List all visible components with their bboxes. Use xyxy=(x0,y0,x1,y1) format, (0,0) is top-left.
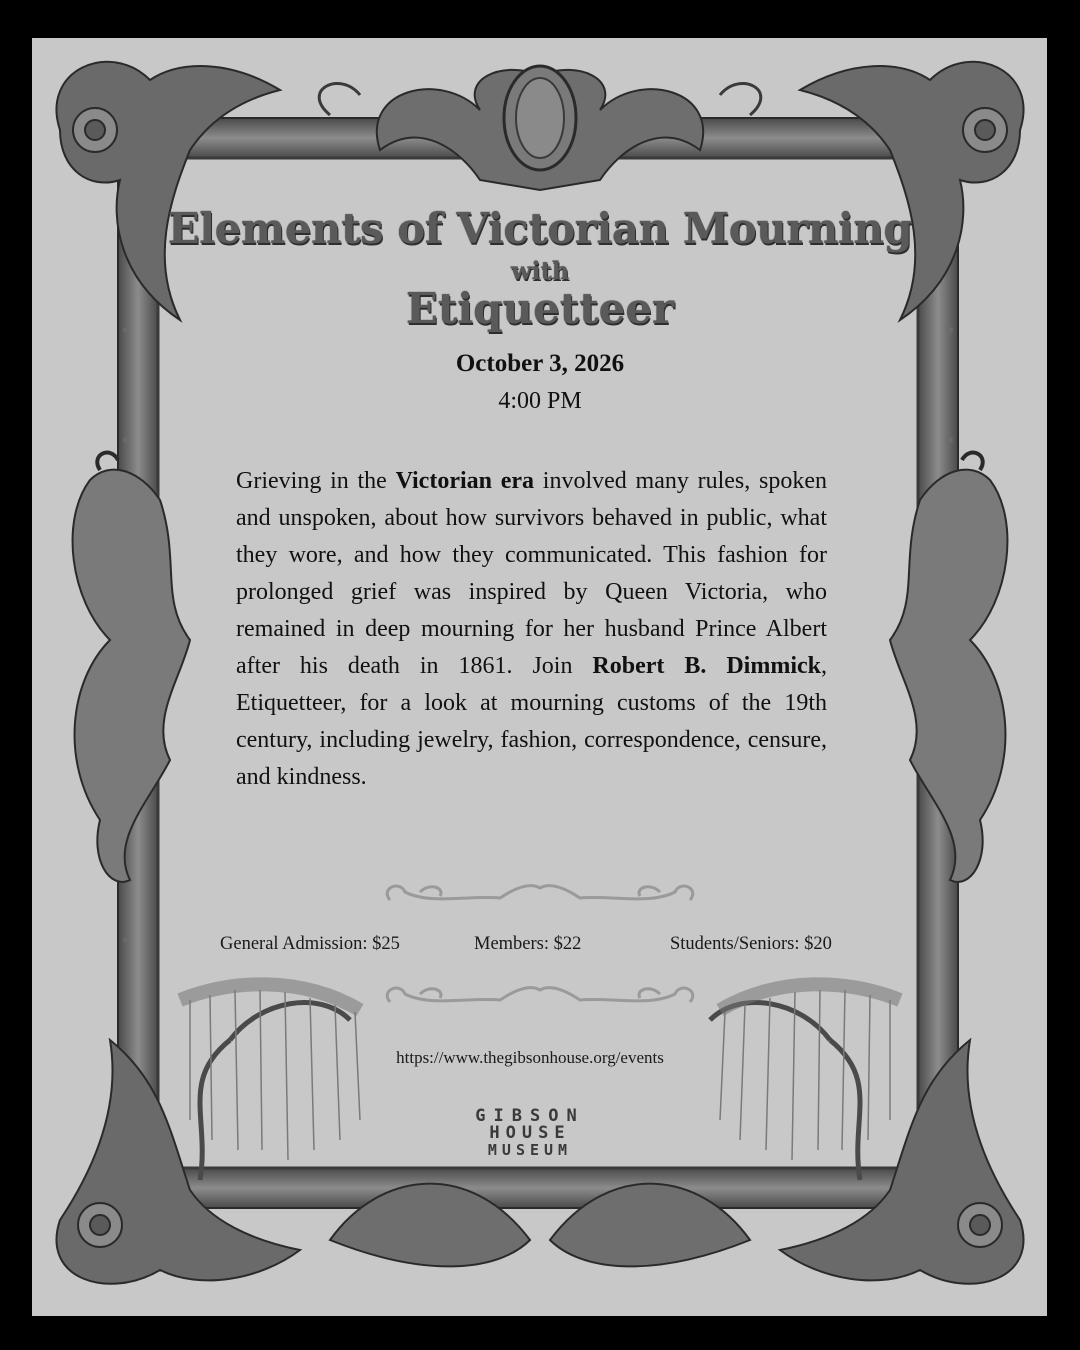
museum-logo xyxy=(470,1108,590,1159)
price-general: General Admission: $25 xyxy=(220,934,400,954)
event-time: 4:00 PM xyxy=(498,388,582,414)
event-date: October 3, 2026 xyxy=(455,350,625,377)
description-emphasis-era: Victorian era xyxy=(395,468,535,494)
logo-line-2: HOUSE xyxy=(489,1123,571,1143)
price-members: Members: $22 xyxy=(474,934,582,954)
logo-line-3: MUSEUM xyxy=(487,1141,573,1159)
description-text: Grieving in the xyxy=(236,468,396,494)
logo-line-1: GIBSON xyxy=(475,1106,585,1126)
description-text: , Etiquetteer, for a look at mourning customs of the 19th century, including jewelry, fashion, correspondence, censure, and kindness. xyxy=(236,653,827,790)
description-text: involved many rules, spoken and unspoken, about how survivors behaved in public, what they wore, and how they communicated. This fashion for prolonged grief was inspired by Queen Victoria, who remained in deep mourning for her husband Prince Albert after his death in 1861. Join xyxy=(236,468,827,679)
events-link[interactable]: https://www.thegibsonhouse.org/events xyxy=(396,1048,664,1067)
event-presenter-title: Etiquetteer xyxy=(405,284,675,333)
event-description xyxy=(236,463,827,796)
event-title: Elements of Victorian Mourning xyxy=(167,204,913,253)
description-emphasis-presenter: Robert B. Dimmick xyxy=(592,653,821,679)
title-connector: with xyxy=(510,256,570,285)
price-students-seniors: Students/Seniors: $20 xyxy=(670,934,832,954)
